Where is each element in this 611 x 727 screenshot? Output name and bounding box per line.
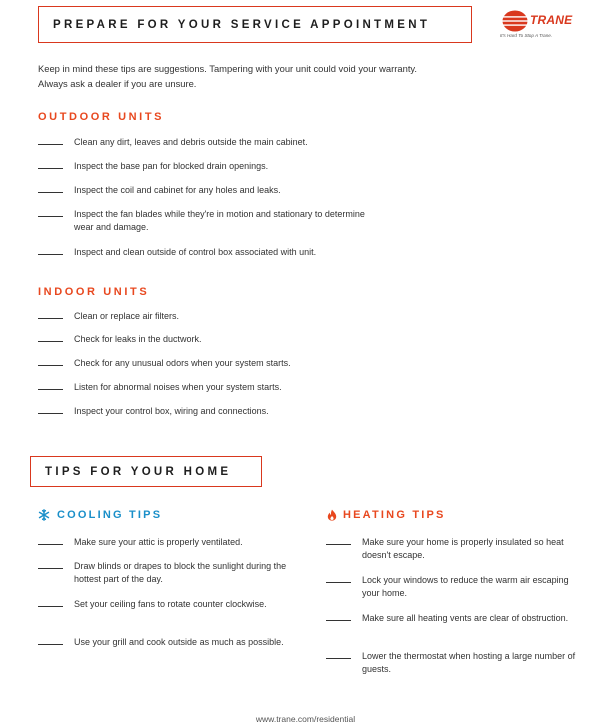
heating-tips-heading: [326, 509, 446, 521]
list-item: [326, 612, 576, 625]
list-item: [38, 160, 398, 173]
checkbox-blank[interactable]: [38, 192, 63, 193]
checkbox-blank[interactable]: [326, 658, 351, 659]
list-item: [38, 636, 288, 649]
cooling-tips-label: COOLING TIPS: [57, 509, 163, 521]
indoor-units-heading: INDOOR UNITS: [38, 286, 150, 298]
logo-tagline: It's Hard To Stop A Trane.: [500, 33, 553, 38]
item-text: Make sure your home is properly insulated so heat doesn't escape.: [362, 537, 564, 560]
item-text: Draw blinds or drapes to block the sunlight during the hottest part of the day.: [74, 561, 287, 584]
list-item: [326, 574, 576, 600]
item-text: Inspect your control box, wiring and connections.: [74, 406, 269, 416]
checkbox-blank[interactable]: [38, 168, 63, 169]
list-item: [38, 184, 398, 197]
item-text: Inspect the base pan for blocked drain openings.: [74, 161, 269, 171]
list-item: [38, 136, 398, 149]
list-item: [38, 560, 288, 586]
checkbox-blank[interactable]: [38, 544, 63, 545]
list-item: [38, 310, 398, 323]
item-text: Lock your windows to reduce the warm air escaping your home.: [362, 575, 569, 598]
flame-icon: [326, 509, 338, 521]
checkbox-blank[interactable]: [38, 341, 63, 342]
trane-logo: [498, 8, 578, 42]
item-text: Lower the thermostat when hosting a large number of guests.: [362, 651, 576, 674]
checkbox-blank[interactable]: [326, 582, 351, 583]
list-item: [38, 208, 378, 234]
tips-heading: TIPS FOR YOUR HOME: [30, 456, 262, 487]
trane-logo-icon: [502, 10, 528, 32]
checkbox-blank[interactable]: [326, 620, 351, 621]
item-text: Inspect the fan blades while they're in motion and stationary to determine wear and damage.: [74, 209, 365, 232]
item-text: Inspect and clean outside of control box associated with unit.: [74, 247, 317, 257]
list-item: [38, 333, 398, 346]
checkbox-blank[interactable]: [326, 544, 351, 545]
list-item: [38, 246, 398, 259]
cooling-tips-heading: [38, 509, 162, 521]
checkbox-blank[interactable]: [38, 216, 63, 217]
checkbox-blank[interactable]: [38, 606, 63, 607]
checkbox-blank[interactable]: [38, 413, 63, 414]
item-text: Use your grill and cook outside as much as possible.: [74, 637, 284, 647]
checkbox-blank[interactable]: [38, 389, 63, 390]
checkbox-blank[interactable]: [38, 644, 63, 645]
checkbox-blank[interactable]: [38, 144, 63, 145]
checkbox-blank[interactable]: [38, 318, 63, 319]
list-item: [38, 536, 288, 549]
item-text: Make sure all heating vents are clear of obstruction.: [362, 613, 569, 623]
footer-url[interactable]: www.trane.com/residential: [255, 714, 356, 724]
list-item: [38, 357, 398, 370]
item-text: Check for any unusual odors when your system starts.: [74, 358, 291, 368]
item-text: Make sure your attic is properly ventilated.: [74, 537, 243, 547]
outdoor-units-heading: OUTDOOR UNITS: [38, 111, 165, 123]
item-text: Check for leaks in the ductwork.: [74, 334, 202, 344]
logo-wordmark: TRANE: [530, 13, 573, 27]
item-text: Clean or replace air filters.: [74, 311, 180, 321]
list-item: [326, 650, 576, 676]
list-item: [38, 405, 398, 418]
item-text: Listen for abnormal noises when your system starts.: [74, 382, 282, 392]
item-text: Inspect the coil and cabinet for any holes and leaks.: [74, 185, 281, 195]
list-item: [38, 598, 278, 611]
heating-tips-label: HEATING TIPS: [343, 509, 446, 521]
list-item: [38, 381, 398, 394]
item-text: Clean any dirt, leaves and debris outside the main cabinet.: [74, 137, 308, 147]
checkbox-blank[interactable]: [38, 254, 63, 255]
page-title: PREPARE FOR YOUR SERVICE APPOINTMENT: [38, 6, 472, 43]
item-text: Set your ceiling fans to rotate counter clockwise.: [74, 599, 267, 609]
checkbox-blank[interactable]: [38, 568, 63, 569]
intro-line-1: Keep in mind these tips are suggestions. Tampering with your unit could void your warranty.: [38, 63, 418, 74]
snowflake-icon: [38, 509, 50, 521]
list-item: [326, 536, 576, 562]
checkbox-blank[interactable]: [38, 365, 63, 366]
intro-line-2: Always ask a dealer if you are unsure.: [38, 77, 197, 89]
intro-text: [38, 62, 417, 91]
